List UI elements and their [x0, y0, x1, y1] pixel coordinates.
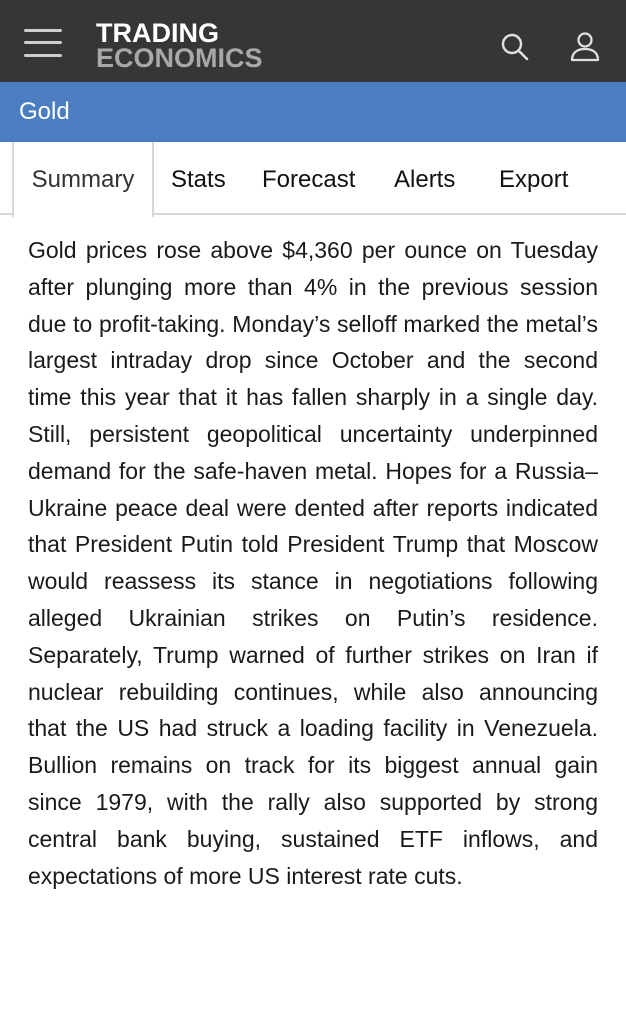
tab-forecast[interactable]: Forecast: [262, 166, 356, 193]
page-title-bar: [0, 82, 626, 142]
summary-text: Gold prices rose above $4,360 per ounce on Tuesday after plunging more than 4% in the previous session due to profit-taking. Monday’s selloff marked the metal’s largest intraday drop since October and the second time this year that it has fallen sharply in a single day. Still, persistent geopolitical uncertainty underpinned demand for the safe-haven metal. Hopes for a Russia–Ukraine peace deal were dented after reports indicated that President Putin told President Trump that Moscow would reassess its stance in negotiations following alleged Ukrainian strikes on Putin’s residence. Separately, Trump warned of further strikes on Iran if nuclear rebuilding continues, while also announcing that the US had struck a loading facility in Venezuela. Bullion remains on track for its biggest annual gain since 1979, with the rally also supported by strong central bank buying, sustained ETF inflows, and expectations of more US interest rate cuts.: [28, 237, 598, 889]
menu-icon[interactable]: [24, 27, 62, 59]
tab-alerts[interactable]: Alerts: [394, 166, 456, 193]
search-icon[interactable]: [500, 32, 530, 62]
logo-line-2: ECONOMICS: [96, 43, 263, 73]
tab-summary[interactable]: Summary: [12, 142, 154, 217]
user-icon[interactable]: [569, 31, 601, 63]
logo-line-1: TRADING: [96, 18, 219, 48]
page-title: Gold: [19, 98, 70, 125]
tab-bar: [0, 142, 626, 215]
tab-export[interactable]: Export: [499, 166, 569, 193]
tab-stats[interactable]: Stats: [171, 166, 226, 193]
site-logo[interactable]: [96, 20, 263, 72]
top-navigation-bar: [0, 0, 626, 82]
